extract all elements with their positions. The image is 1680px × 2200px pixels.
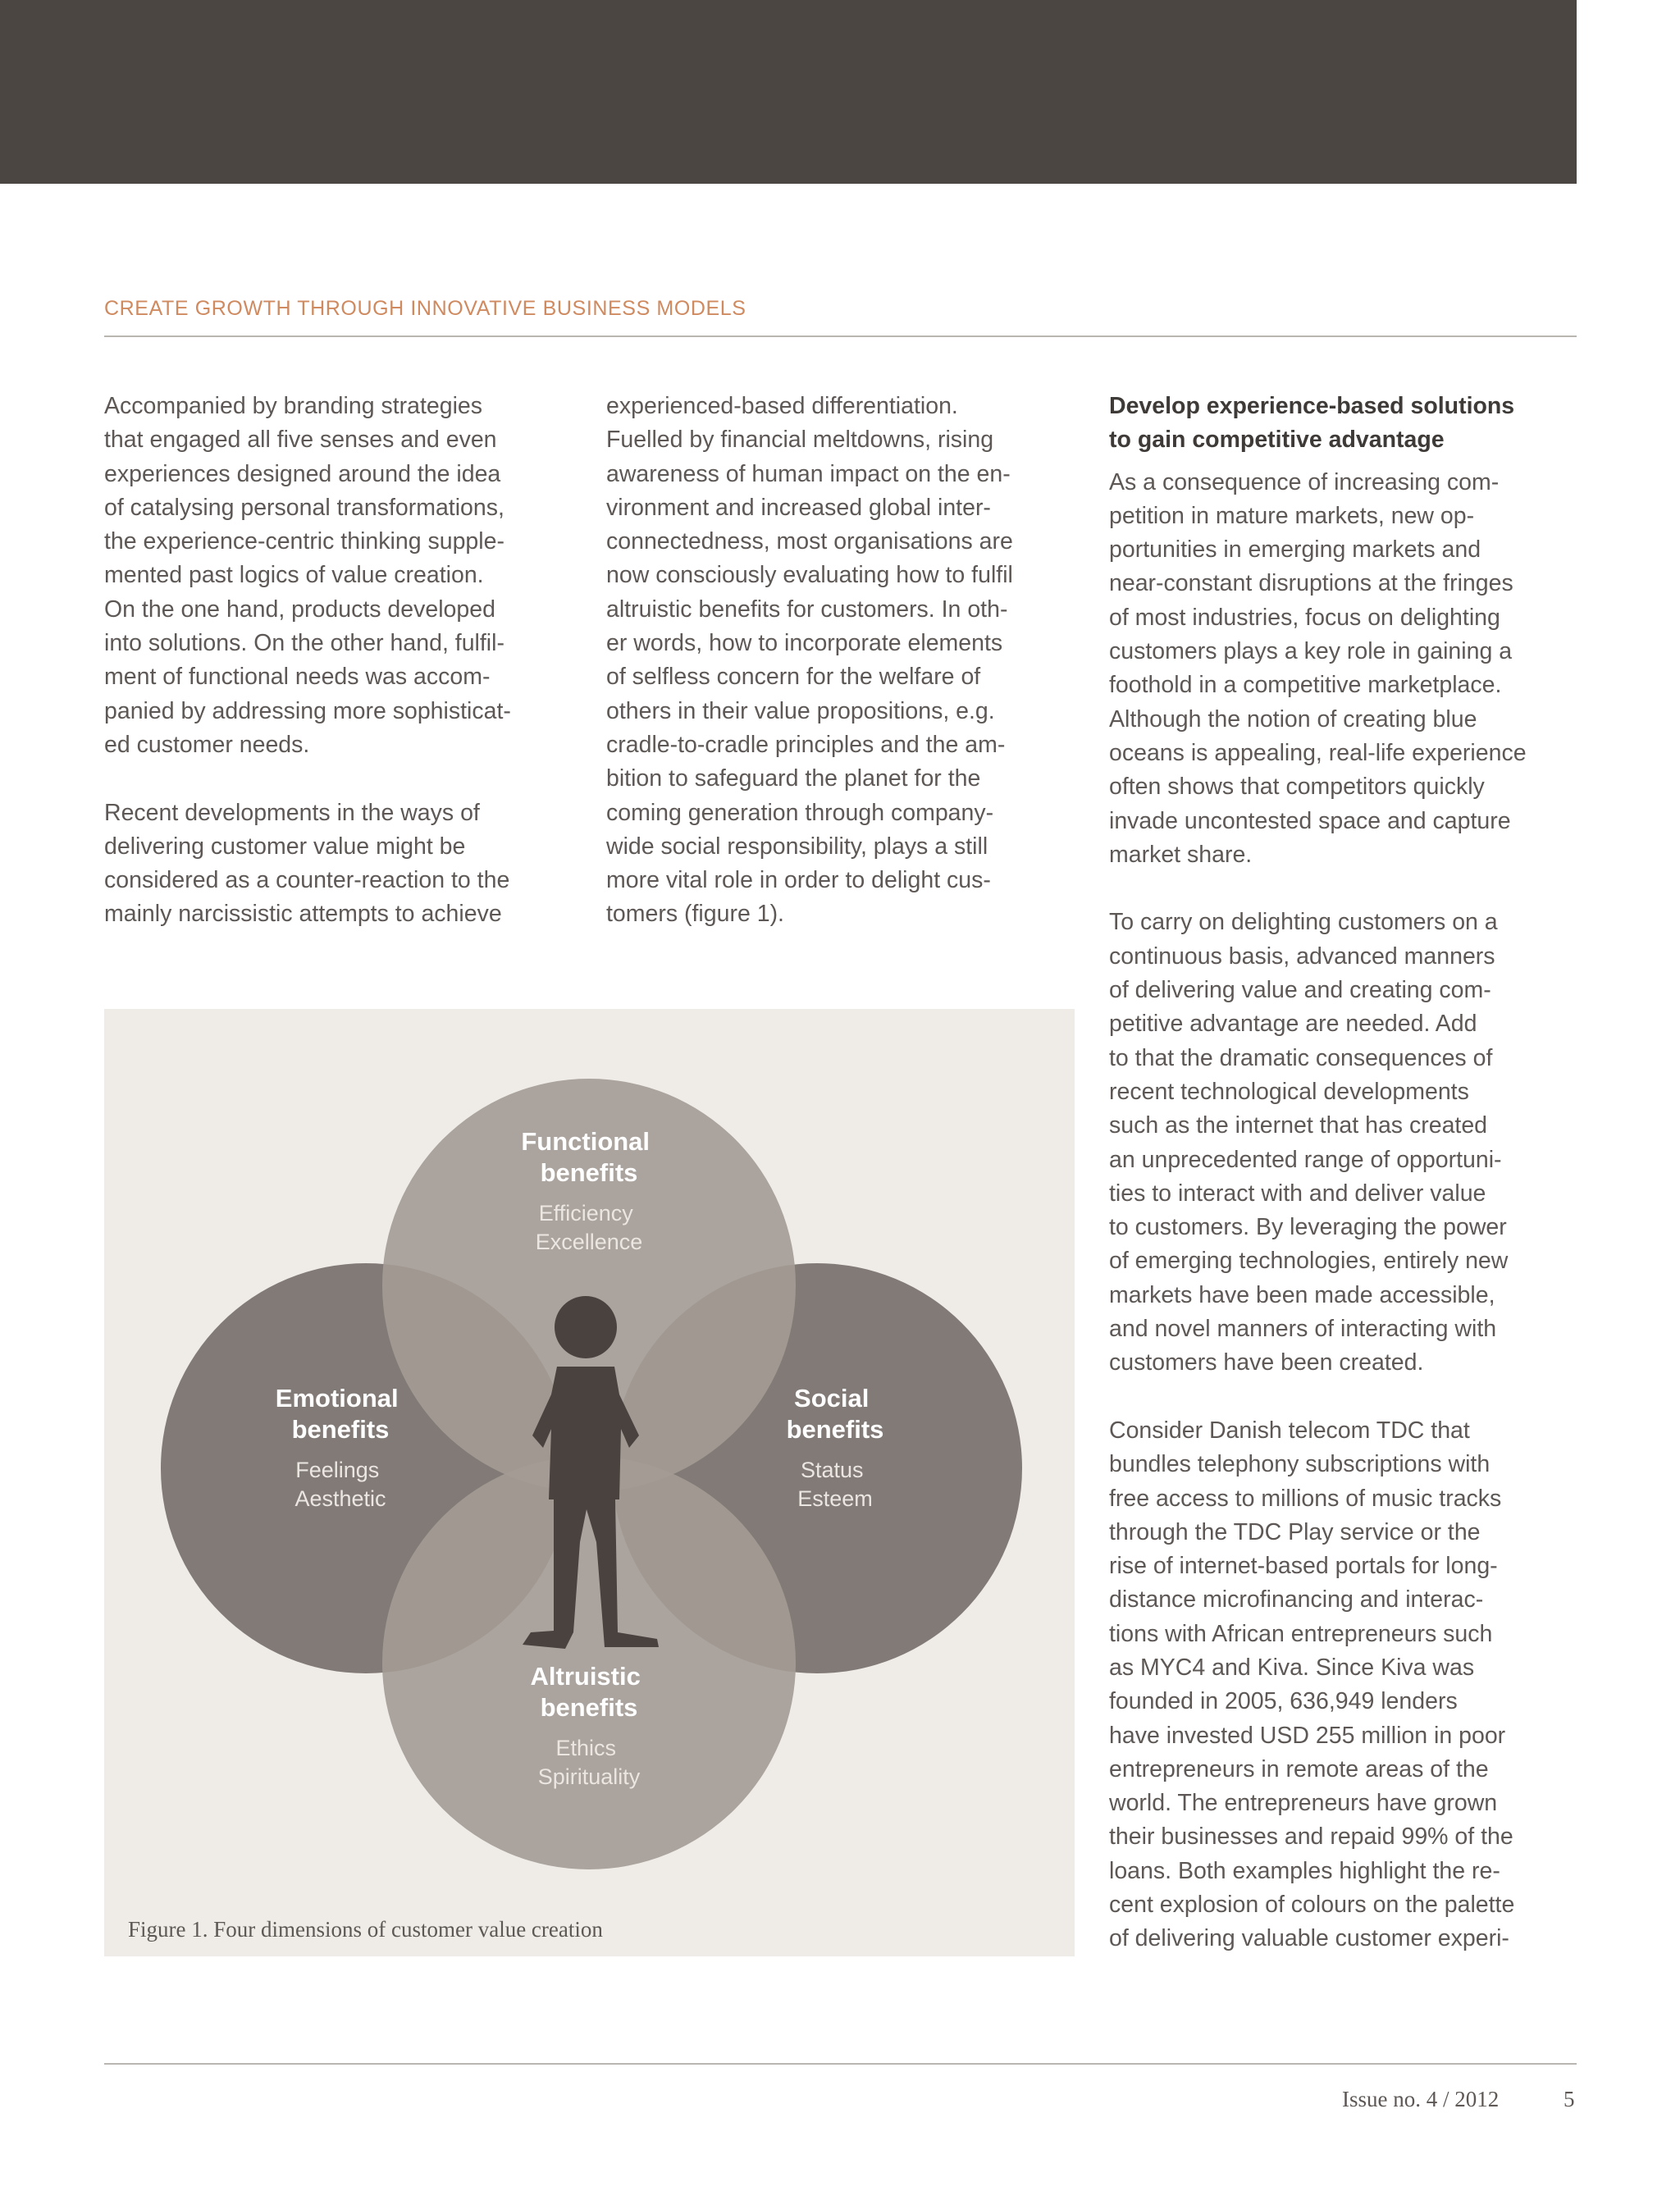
social-title-line: benefits [786,1415,884,1444]
social-item: Status [800,1458,864,1482]
section-subheading: Develop experience-based solutions to gain competitive advantage [1109,393,1515,454]
functional-title-line: benefits [540,1158,638,1187]
paragraph: As a consequence of increasing com- petition in mature markets, new op- portunities in emerging markets and near-constant disruptions at the fringes of most industries, focus on delighting customers plays a key role in gaining a foothold in a competitive marketplace. Although the notion of creating blue oceans is appealing, real-life experience often shows that competitors quickly invade uncontested space and capture market share. [1109,468,1527,868]
paragraph: To carry on delighting customers on a continuous basis, advanced manners of delivering value and creating com- petitive advantage are needed. Add to that the dramatic consequences of recent technological developments such as the internet that has created an unprecedented range of opportuni- ties to interact with and deliver value to customers. By leveraging the power of emerging technologies, entirely new markets have been made accessible, and novel manners of interacting with customers have been created. [1109,909,1509,1376]
functional-item: Excellence [535,1230,643,1254]
page-number: 5 [1564,2087,1575,2111]
paragraph: Recent developments in the ways of delivering customer value might be considered as a counter-reaction to the mainly narcissistic attempts to achieve [104,799,510,928]
paragraph: experienced-based differentiation. Fuelled by financial meltdowns, rising awareness of human impact on the en- vironment and increased global inter- connectedness, most organisations are now consciously evaluating how to fulfil altruistic benefits for customers. In oth- er words, how to incorporate elements of selfless concern for the welfare of others in their value propositions, e.g. cradle-to-cradle principles and the am- bition to safeguard the planet for the coming generation through company- wide social responsibility, plays a still more vital role in order to delight cus- tomers (figure 1). [606,393,1013,928]
footer-divider [104,2063,1577,2065]
header-divider [104,335,1577,337]
emotional-title-line: Emotional [275,1384,399,1413]
altruistic-item: Ethics [555,1736,617,1760]
functional-title-line: Functional [521,1127,651,1156]
text-column-1 [104,390,572,965]
paragraph: Consider Danish telecom TDC that bundles telephony subscriptions with free access to millions of music tracks through the TDC Play service or the rise of internet-based portals for long- distance microfinancing and interac- tions with African entrepreneurs such as MYC4 and Kiva. Since Kiva was founded in 2005, 636,949 lenders have invested USD 255 million in poor entrepreneurs in remote areas of the world. The entrepreneurs have grown their businesses and repaid 99% of the loans. Both examples highlight the re- cent explosion of colours on the palette of delivering valuable customer experi- [1109,1417,1515,1952]
section-header: CREATE GROWTH THROUGH INNOVATIVE BUSINESS MODELS [104,297,746,320]
emotional-title-line: benefits [291,1415,390,1444]
emotional-item: Feelings [295,1458,380,1482]
social-item: Esteem [797,1486,873,1511]
altruistic-title-line: Altruistic [530,1662,641,1691]
figure-caption: Figure 1. Four dimensions of customer value creation [128,1917,603,1942]
text-column-3 [1109,390,1581,1990]
altruistic-item: Spirituality [537,1764,641,1789]
customer-value-diagram [104,1009,1075,1956]
paragraph: Accompanied by branding strategies that engaged all five senses and even experiences designed around the idea of catalysing personal transformations, the experience-centric thinking supple- mented past logics of value creation. On the one hand, products developed into solutions. On the other hand, fulfil- ment of functional needs was accom- panied by addressing more sophisticat- ed customer needs. [104,393,511,758]
issue-label: Issue no. 4 / 2012 [1342,2087,1500,2111]
functional-item: Efficiency [538,1201,633,1226]
top-color-band [0,0,1577,184]
emotional-item: Aesthetic [294,1486,386,1511]
figure-panel [104,1009,1075,1956]
altruistic-title-line: benefits [540,1693,638,1722]
social-title-line: Social [794,1384,870,1413]
text-column-2 [606,390,1082,965]
